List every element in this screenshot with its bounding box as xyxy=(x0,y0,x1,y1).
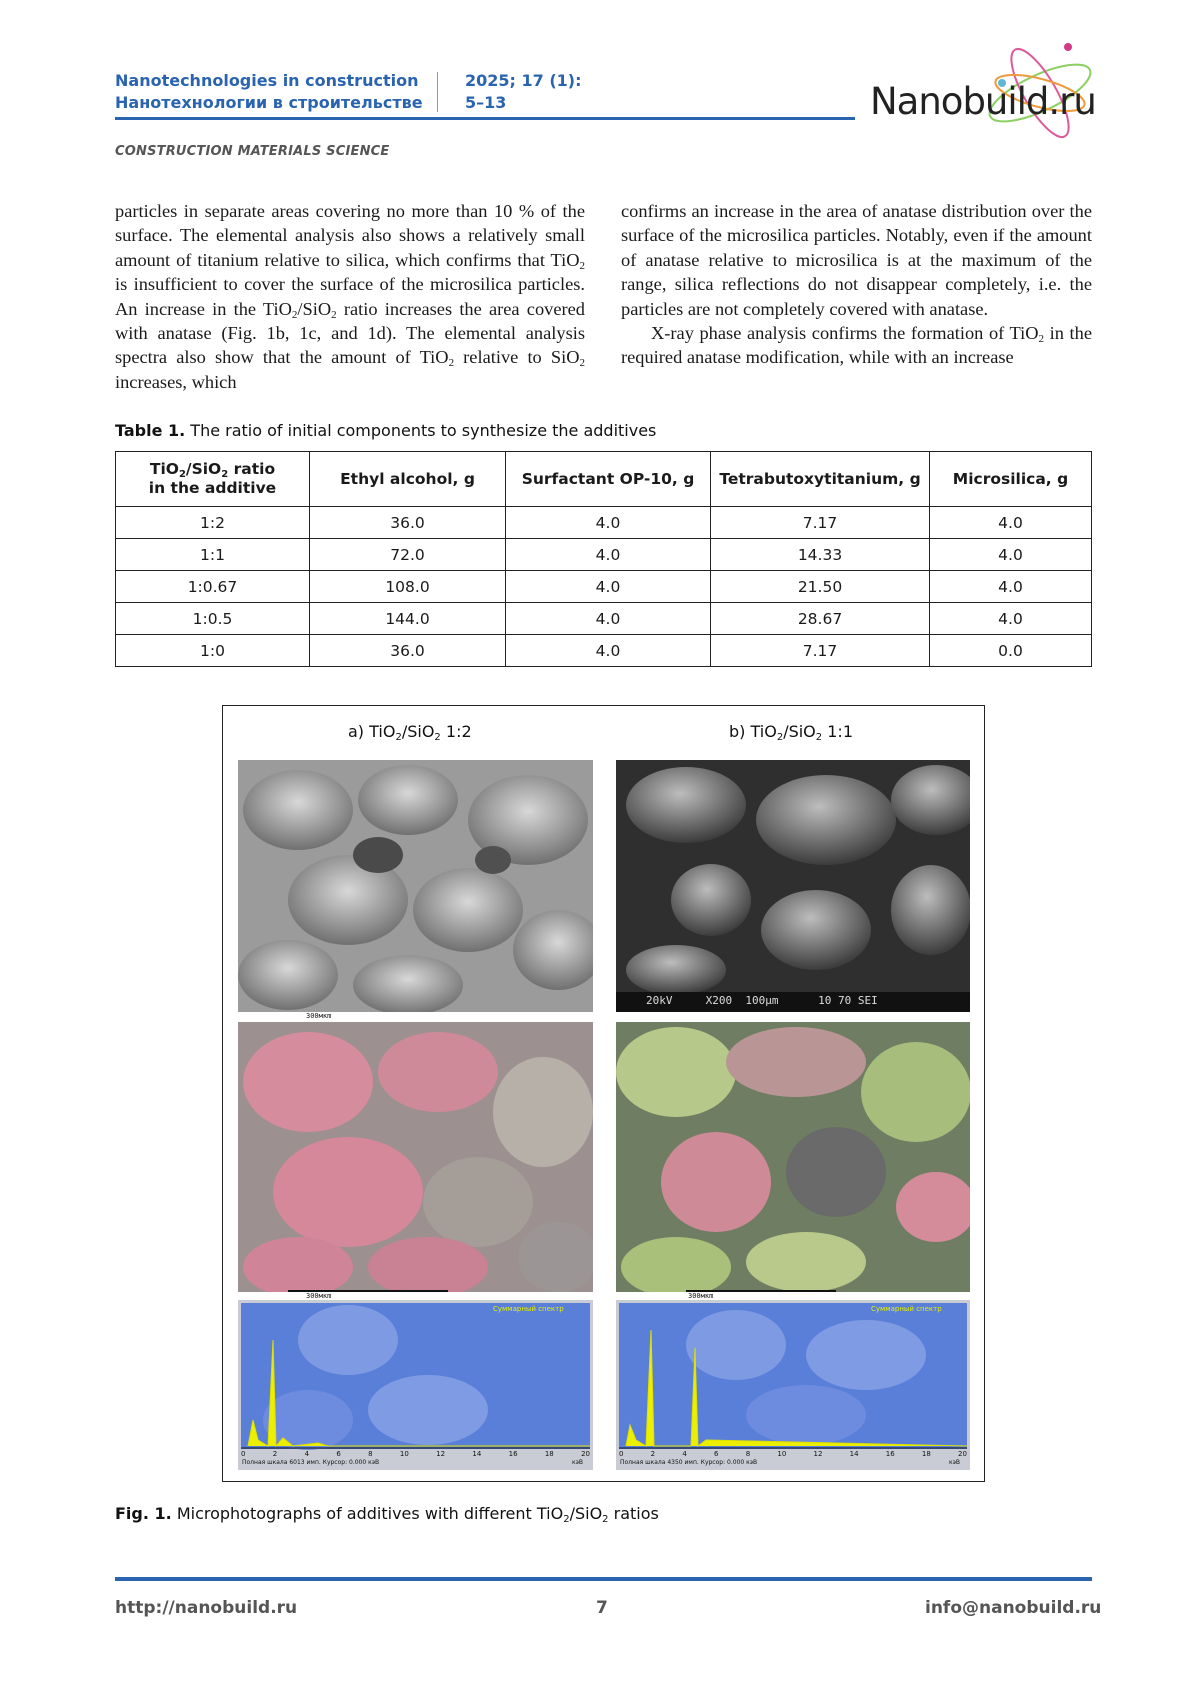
panel-title-text: /SiO xyxy=(401,722,435,741)
right-text-2b: in the required anatase modification, while with an increase xyxy=(621,323,1092,368)
table-cell: 72.0 xyxy=(310,539,506,571)
sem-info-text: 20kV X200 100µm 10 70 SEI xyxy=(646,994,878,1007)
scale-label-a1: 300мкm xyxy=(306,1012,332,1020)
table-header-row xyxy=(116,452,1092,507)
panel-title-text: b) TiO xyxy=(729,722,777,741)
table-cell: 28.67 xyxy=(711,603,930,635)
spectrum-footer-b: Полная шкала 4350 имп. Курсор: 0.000 кэВ xyxy=(620,1459,758,1466)
table-cell: 21.50 xyxy=(711,571,930,603)
col-ethyl-header: Ethyl alcohol, g xyxy=(310,452,506,507)
tick-label: 8 xyxy=(368,1450,373,1458)
tick-label: 12 xyxy=(436,1450,446,1458)
subscript: 2 xyxy=(1038,333,1045,346)
subscript: 2 xyxy=(221,469,229,480)
left-text-3: /SiO xyxy=(297,298,332,319)
panel-a-title xyxy=(348,722,472,741)
table-cell: 0.0 xyxy=(930,635,1092,667)
tick-label: 10 xyxy=(777,1450,787,1458)
tick-label: 10 xyxy=(399,1450,409,1458)
figure-caption-label: Fig. 1. xyxy=(115,1504,172,1523)
col-ratio-header xyxy=(116,452,310,507)
tick-label: 0 xyxy=(241,1450,246,1458)
subscript: 2 xyxy=(331,308,337,321)
page-range: 5–13 xyxy=(465,93,507,112)
table-cell: 4.0 xyxy=(506,539,711,571)
scale-label-b2: 300мкm xyxy=(688,1292,714,1300)
tick-label: 12 xyxy=(813,1450,823,1458)
table-caption-label: Table 1. xyxy=(115,421,186,440)
spectrum-axis-a xyxy=(241,1450,590,1458)
subscript: 2 xyxy=(395,732,402,743)
table-row xyxy=(116,635,1092,667)
eds-map-texture-b xyxy=(616,1022,970,1292)
tick-label: 14 xyxy=(849,1450,859,1458)
spectrum-unit-a: кэВ xyxy=(572,1459,584,1466)
figure-caption-text: Microphotographs of additives with different TiO xyxy=(171,1504,564,1523)
left-text-5: relative to SiO xyxy=(454,347,580,368)
tick-label: 2 xyxy=(650,1450,656,1458)
table-cell: 4.0 xyxy=(506,635,711,667)
page-number: 7 xyxy=(596,1598,608,1618)
col-tetrabutoxytitanium-header: Tetrabutoxytitanium, g xyxy=(711,452,930,507)
table-cell: 36.0 xyxy=(310,635,506,667)
table-cell: 4.0 xyxy=(930,539,1092,571)
header-text: /SiO xyxy=(185,460,222,478)
eds-spectrum-b xyxy=(616,1300,970,1470)
table-cell: 7.17 xyxy=(711,635,930,667)
issue-info: 2025; 17 (1): xyxy=(465,71,582,90)
figure-caption xyxy=(115,1504,659,1523)
subscript: 2 xyxy=(291,308,298,321)
tick-label: 16 xyxy=(508,1450,518,1458)
eds-map-a xyxy=(238,1022,593,1292)
spectrum-plot-b xyxy=(616,1300,970,1470)
table-cell: 1:0 xyxy=(116,635,310,667)
eds-spectrum-a xyxy=(238,1300,593,1470)
eds-map-texture-a xyxy=(238,1022,593,1292)
eds-map-b xyxy=(616,1022,970,1292)
left-text-2: is insufficient to cover the surface of the microsilica particles. An increase in the TiO xyxy=(115,274,585,319)
table-row xyxy=(116,507,1092,539)
journal-title-en: Nanotechnologies in construction xyxy=(115,71,419,90)
sem-image-b xyxy=(616,760,970,1012)
table-cell: 1:0.67 xyxy=(116,571,310,603)
table-caption-text: The ratio of initial components to synthesize the additives xyxy=(185,421,657,440)
table-row xyxy=(116,539,1092,571)
table-cell: 4.0 xyxy=(930,571,1092,603)
left-text-1: particles in separate areas covering no more than 10 % of the surface. The elemental analysis also shows a relatively small amount of titanium relative to silica, which confirms that TiO xyxy=(115,201,585,270)
scale-label-a2: 300мкm xyxy=(306,1292,332,1300)
table-row xyxy=(116,571,1092,603)
subscript: 2 xyxy=(579,259,585,272)
tick-label: 0 xyxy=(619,1450,624,1458)
journal-title-ru: Нанотехнологии в строительстве xyxy=(115,93,423,112)
header-text: in the additive xyxy=(148,479,277,497)
subscript: 2 xyxy=(434,732,441,743)
subscript: 2 xyxy=(815,732,823,743)
tick-label: 16 xyxy=(885,1450,895,1458)
sem-texture-a xyxy=(238,760,593,1012)
table-row xyxy=(116,603,1092,635)
table-cell: 4.0 xyxy=(930,603,1092,635)
header-rule xyxy=(115,117,855,120)
subscript: 2 xyxy=(602,1514,609,1525)
table-cell: 14.33 xyxy=(711,539,930,571)
subscript: 2 xyxy=(178,469,186,480)
col-surfactant-header: Surfactant OP-10, g xyxy=(506,452,711,507)
section-label: CONSTRUCTION MATERIALS SCIENCE xyxy=(115,144,390,159)
table-cell: 1:2 xyxy=(116,507,310,539)
spectrum-footer-a: Полная шкала 6013 имп. Курсор: 0.000 кэВ xyxy=(242,1459,380,1466)
footer-rule xyxy=(115,1577,1092,1581)
right-paragraph-1: confirms an increase in the area of anatase distribution over the surface of the microsilica particles. Notably, even if the amount of anatase relative to microsilica is at the maximum of the range, silica reflections do not disappear completely, i.e. the particles are not completely covered with anatase. xyxy=(621,201,1092,319)
header-separator xyxy=(437,72,438,112)
panel-title-text: 1:2 xyxy=(440,722,472,741)
table-cell: 4.0 xyxy=(506,571,711,603)
spectrum-plot-a xyxy=(238,1300,593,1470)
spectrum-title-b: Суммарный спектр xyxy=(871,1305,942,1313)
tick-label: 8 xyxy=(745,1450,751,1458)
footer-email-link[interactable]: info@nanobuild.ru xyxy=(925,1598,1102,1618)
left-text-4: ratio increases the area covered with anatase (Fig. 1b, 1c, and 1d). The elemental analysis spectra also show that the amount of TiO xyxy=(115,298,585,368)
panel-title-text: 1:1 xyxy=(822,722,853,741)
table-cell: 144.0 xyxy=(310,603,506,635)
right-paragraph-2 xyxy=(621,321,1092,370)
tick-label: 2 xyxy=(272,1450,278,1458)
table-cell: 4.0 xyxy=(930,507,1092,539)
tick-label: 4 xyxy=(304,1450,310,1458)
right-column xyxy=(621,199,1092,370)
table-cell: 4.0 xyxy=(506,603,711,635)
header-text: TiO xyxy=(149,460,179,478)
sem-texture-b xyxy=(616,760,970,1012)
spectrum-unit-b: кэВ xyxy=(949,1459,961,1466)
sem-image-a xyxy=(238,760,593,1012)
table-cell: 7.17 xyxy=(711,507,930,539)
panel-b-title xyxy=(729,722,853,741)
left-text-6: increases, which xyxy=(115,371,237,392)
site-logo: Nanobuild.ru xyxy=(870,80,1096,123)
figure-caption-text: /SiO xyxy=(569,1504,603,1523)
tick-label: 6 xyxy=(336,1450,341,1458)
panel-title-text: a) TiO xyxy=(348,722,396,741)
tick-label: 20 xyxy=(581,1450,590,1458)
subscript: 2 xyxy=(579,357,585,370)
subscript: 2 xyxy=(563,1514,570,1525)
tick-label: 18 xyxy=(544,1450,554,1458)
table-cell: 4.0 xyxy=(506,507,711,539)
left-column xyxy=(115,199,585,394)
panel-title-text: /SiO xyxy=(783,722,816,741)
table-cell: 108.0 xyxy=(310,571,506,603)
col-microsilica-header: Microsilica, g xyxy=(930,452,1092,507)
tick-label: 14 xyxy=(472,1450,482,1458)
footer-url-link[interactable]: http://nanobuild.ru xyxy=(115,1598,298,1618)
spectrum-axis-b xyxy=(619,1450,967,1458)
subscript: 2 xyxy=(776,732,784,743)
table-cell: 1:0.5 xyxy=(116,603,310,635)
right-text-2a: X-ray phase analysis confirms the formation of TiO xyxy=(651,323,1039,344)
components-table xyxy=(115,451,1092,667)
table-caption xyxy=(115,421,656,440)
subscript: 2 xyxy=(448,357,455,370)
header-text: ratio xyxy=(228,460,276,478)
spectrum-title-a: Суммарный спектр xyxy=(493,1305,564,1313)
tick-label: 20 xyxy=(957,1450,967,1458)
tick-label: 4 xyxy=(682,1450,687,1458)
tick-label: 6 xyxy=(714,1450,719,1458)
tick-label: 18 xyxy=(921,1450,931,1458)
table-cell: 36.0 xyxy=(310,507,506,539)
figure-caption-text: ratios xyxy=(608,1504,659,1523)
table-cell: 1:1 xyxy=(116,539,310,571)
